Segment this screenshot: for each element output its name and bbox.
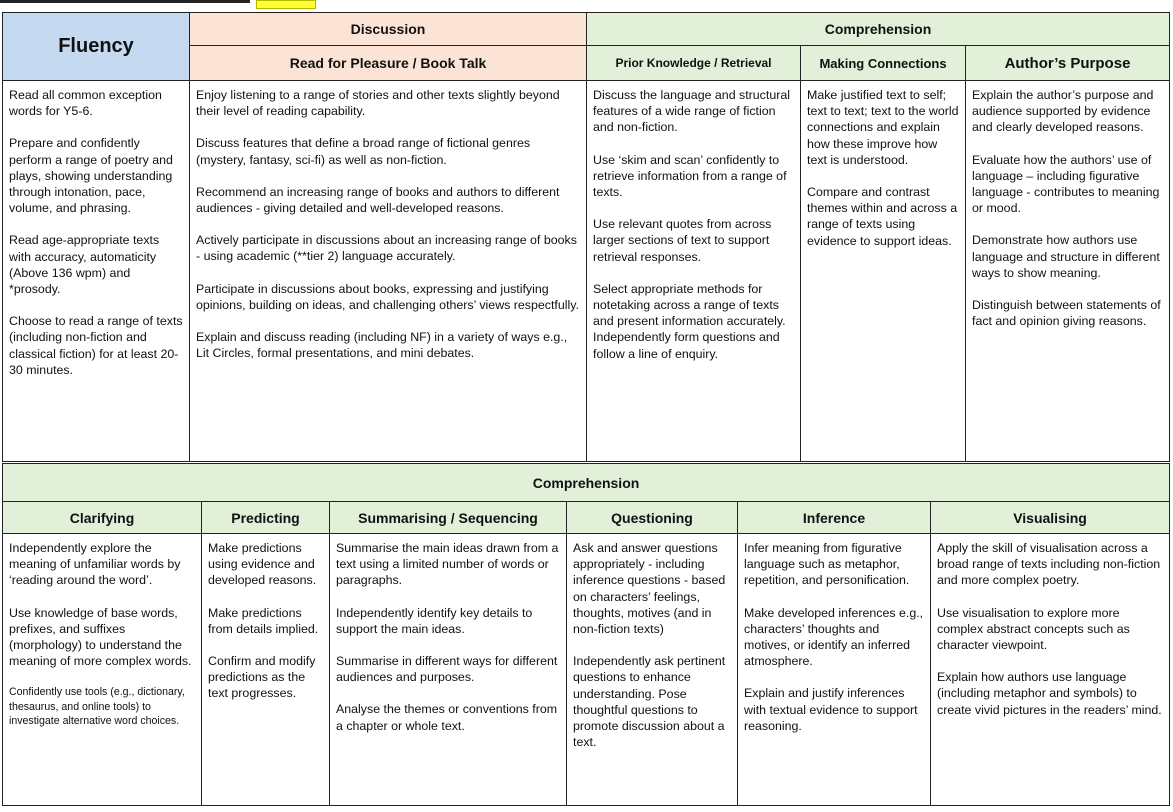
- comprehension-title: Comprehension: [3, 464, 1170, 502]
- predicting-item: Make predictions using evidence and developed reasons.: [208, 541, 317, 588]
- summarising-item: Summarise the main ideas drawn from a text using a limited number of words or paragraphs.: [336, 541, 559, 588]
- fluency-item: Read all common exception words for Y5-6.: [9, 88, 162, 119]
- header-predicting: Predicting: [202, 502, 330, 534]
- header-fluency: Fluency: [3, 13, 190, 81]
- header-making-connections: Making Connections: [801, 46, 966, 81]
- fluency-cell: [3, 81, 190, 462]
- header-comprehension: Comprehension: [587, 13, 1170, 46]
- visualising-item: Use visualisation to explore more complex abstract concepts such as character viewpoint.: [937, 605, 1130, 653]
- inference-item: Make developed inferences e.g., characters’ thoughts and motives, or identify an inferred atmosphere.: [744, 605, 924, 669]
- making-connections-cell: [801, 81, 966, 462]
- header-discussion: Discussion: [190, 13, 587, 46]
- authors-purpose-item: Demonstrate how authors use language and structure in different ways to show meaning.: [972, 233, 1160, 280]
- read-for-pleasure-item: Enjoy listening to a range of stories and other texts slightly beyond their level of reading capability.: [196, 88, 560, 119]
- inference-cell: [738, 534, 931, 806]
- summarising-item: Analyse the themes or conventions from a chapter or whole text.: [336, 702, 558, 733]
- authors-purpose-item: Distinguish between statements of fact and opinion giving reasons.: [972, 298, 1161, 329]
- read-for-pleasure-item: Discuss features that define a broad range of fictional genres (mystery, fantasy, sci-fi) as well as non-fiction.: [196, 136, 531, 167]
- authors-purpose-item: Explain the author’s purpose and audience supported by evidence and clearly developed reasons.: [972, 88, 1154, 135]
- fluency-item: Read age-appropriate texts with accuracy, automaticity (Above 136 wpm) and *prosody.: [9, 233, 160, 297]
- read-for-pleasure-item: Explain and discuss reading (including NF) in a variety of ways e.g., Lit Circles, formal presentations, and mini debates.: [196, 330, 568, 361]
- predicting-cell: [202, 534, 330, 806]
- summarising-cell: [330, 534, 567, 806]
- clarifying-item: Use knowledge of base words, prefixes, and suffixes (morphology) to understand the meaning of more complex words.: [9, 605, 192, 669]
- read-for-pleasure-cell: [190, 81, 587, 462]
- inference-item: Infer meaning from figurative language such as metaphor, repetition, and personification.: [744, 541, 910, 588]
- summarising-item: Summarise in different ways for different audiences and purposes.: [336, 654, 558, 685]
- cropped-highlight: [256, 0, 316, 9]
- visualising-item: Explain how authors use language (including metaphor and symbols) to create vivid pictures in the readers’ mind.: [937, 670, 1162, 717]
- header-read-for-pleasure: Read for Pleasure / Book Talk: [190, 46, 587, 81]
- header-clarifying: Clarifying: [3, 502, 202, 534]
- header-authors-purpose: Author’s Purpose: [966, 46, 1170, 81]
- prior-knowledge-item: Select appropriate methods for notetaking across a range of texts and present information accurately. Independently form questions and follow a line of enquiry.: [593, 281, 786, 361]
- bottom-comprehension-table: [2, 463, 1170, 806]
- header-prior-knowledge: Prior Knowledge / Retrieval: [587, 46, 801, 81]
- making-connections-item: Compare and contrast themes within and across a range of texts using evidence to support ideas.: [807, 185, 958, 248]
- clarifying-item: Confidently use tools (e.g., dictionary, thesaurus, and online tools) to investigate alternative word choices.: [9, 686, 185, 728]
- clarifying-cell: [3, 534, 202, 806]
- prior-knowledge-cell: [587, 81, 801, 462]
- prior-knowledge-item: Use relevant quotes from across larger sections of text to support retrieval responses.: [593, 217, 772, 264]
- authors-purpose-item: Evaluate how the authors’ use of language – including figurative language - contributes to meaning or mood.: [972, 152, 1160, 216]
- inference-item: Explain and justify inferences with textual evidence to support reasoning.: [744, 686, 918, 733]
- prior-knowledge-item: Use ‘skim and scan’ confidently to retrieve information from a range of texts.: [593, 152, 787, 200]
- questioning-cell: [567, 534, 738, 806]
- predicting-item: Confirm and modify predictions as the text progresses.: [208, 654, 316, 701]
- read-for-pleasure-item: Participate in discussions about books, expressing and justifying opinions, building on ideas, and challenging others’ views respectfully.: [196, 281, 579, 312]
- summarising-item: Independently identify key details to support the main ideas.: [336, 605, 533, 636]
- authors-purpose-cell: [966, 81, 1170, 462]
- fluency-item: Choose to read a range of texts (including non-fiction and classical fiction) for at least 20-30 minutes.: [9, 314, 183, 377]
- header-summarising: Summarising / Sequencing: [330, 502, 567, 534]
- questioning-item: Independently ask pertinent questions to enhance understanding. Pose thoughtful questions to promote discussion about a text.: [573, 654, 726, 750]
- fluency-item: Prepare and confidently perform a range of poetry and plays, showing understanding through intonation, pace, volume, and phrasing.: [9, 136, 173, 216]
- cropped-heading-text: [0, 0, 250, 3]
- questioning-item: Ask and answer questions appropriately - including inference questions - based on characters’ feelings, thoughts, motives (and in non-fiction texts): [573, 541, 726, 637]
- top-curriculum-table: [2, 12, 1170, 462]
- document-top-edge: [0, 0, 1173, 12]
- header-questioning: Questioning: [567, 502, 738, 534]
- header-inference: Inference: [738, 502, 931, 534]
- header-visualising: Visualising: [931, 502, 1170, 534]
- making-connections-item: Make justified text to self; text to text; text to the world connections and explain how these improve how text is understood.: [807, 88, 959, 167]
- prior-knowledge-item: Discuss the language and structural features of a wide range of fiction and non-fiction.: [593, 88, 790, 135]
- read-for-pleasure-item: Actively participate in discussions about an increasing range of books - using academic (**tier 2) language accurately.: [196, 233, 577, 264]
- read-for-pleasure-item: Recommend an increasing range of books and authors to different audiences - giving detailed and well-developed reasons.: [196, 184, 560, 216]
- clarifying-item: Independently explore the meaning of unfamiliar words by ‘reading around the word’.: [9, 541, 181, 588]
- visualising-item: Apply the skill of visualisation across a broad range of texts including non-fiction and more complex poetry.: [937, 541, 1161, 588]
- visualising-cell: [931, 534, 1170, 806]
- predicting-item: Make predictions from details implied.: [208, 605, 319, 636]
